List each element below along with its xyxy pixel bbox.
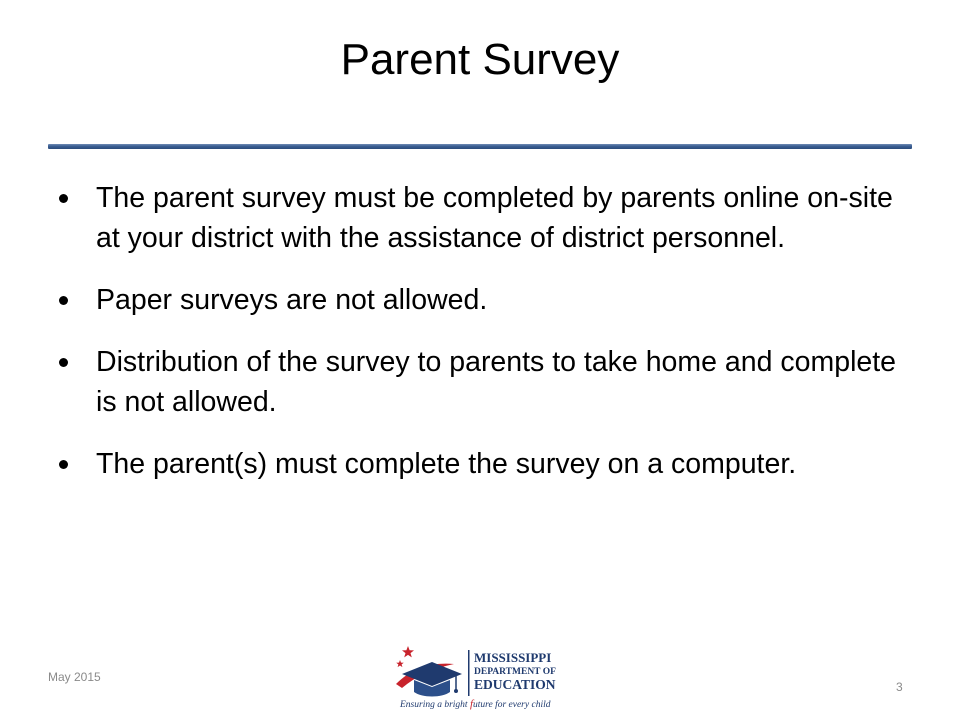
bullet-marker [59, 194, 68, 203]
bullet-text: The parent(s) must complete the survey on a computer. [96, 448, 797, 480]
logo-tagline [399, 698, 551, 710]
bullet-marker [59, 460, 68, 469]
logo-tagline-start: Ensuring a bright [400, 700, 470, 710]
bullet-item [56, 280, 916, 320]
bullet-item [56, 178, 916, 258]
mississippi-education-logo [394, 644, 566, 712]
footer-date: May 2015 [48, 670, 101, 684]
page-number: 3 [896, 680, 903, 694]
bullet-list [56, 178, 916, 506]
bullet-marker [59, 358, 68, 367]
bullet-text: The parent survey must be completed by parents online on-site at your district with the assistance of district personnel. [96, 182, 893, 254]
graduation-cap-icon [402, 662, 462, 686]
logo-tagline-f: f [469, 698, 473, 710]
slide-title: Parent Survey [340, 35, 620, 84]
bullet-text: Distribution of the survey to parents to take home and complete is not allowed. [96, 346, 897, 418]
title-divider [48, 144, 912, 149]
star-icon [396, 660, 404, 667]
logo-tagline-end: uture for every child [473, 700, 551, 710]
star-icon [402, 646, 414, 657]
logo-line-3: EDUCATION [474, 677, 556, 692]
logo-line-2: DEPARTMENT OF [474, 667, 556, 677]
bullet-marker [59, 296, 68, 305]
logo-line-1: MISSISSIPPI [474, 650, 552, 665]
bullet-item [56, 444, 916, 484]
bullet-text: Paper surveys are not allowed. [96, 284, 488, 316]
bullet-item [56, 342, 916, 422]
